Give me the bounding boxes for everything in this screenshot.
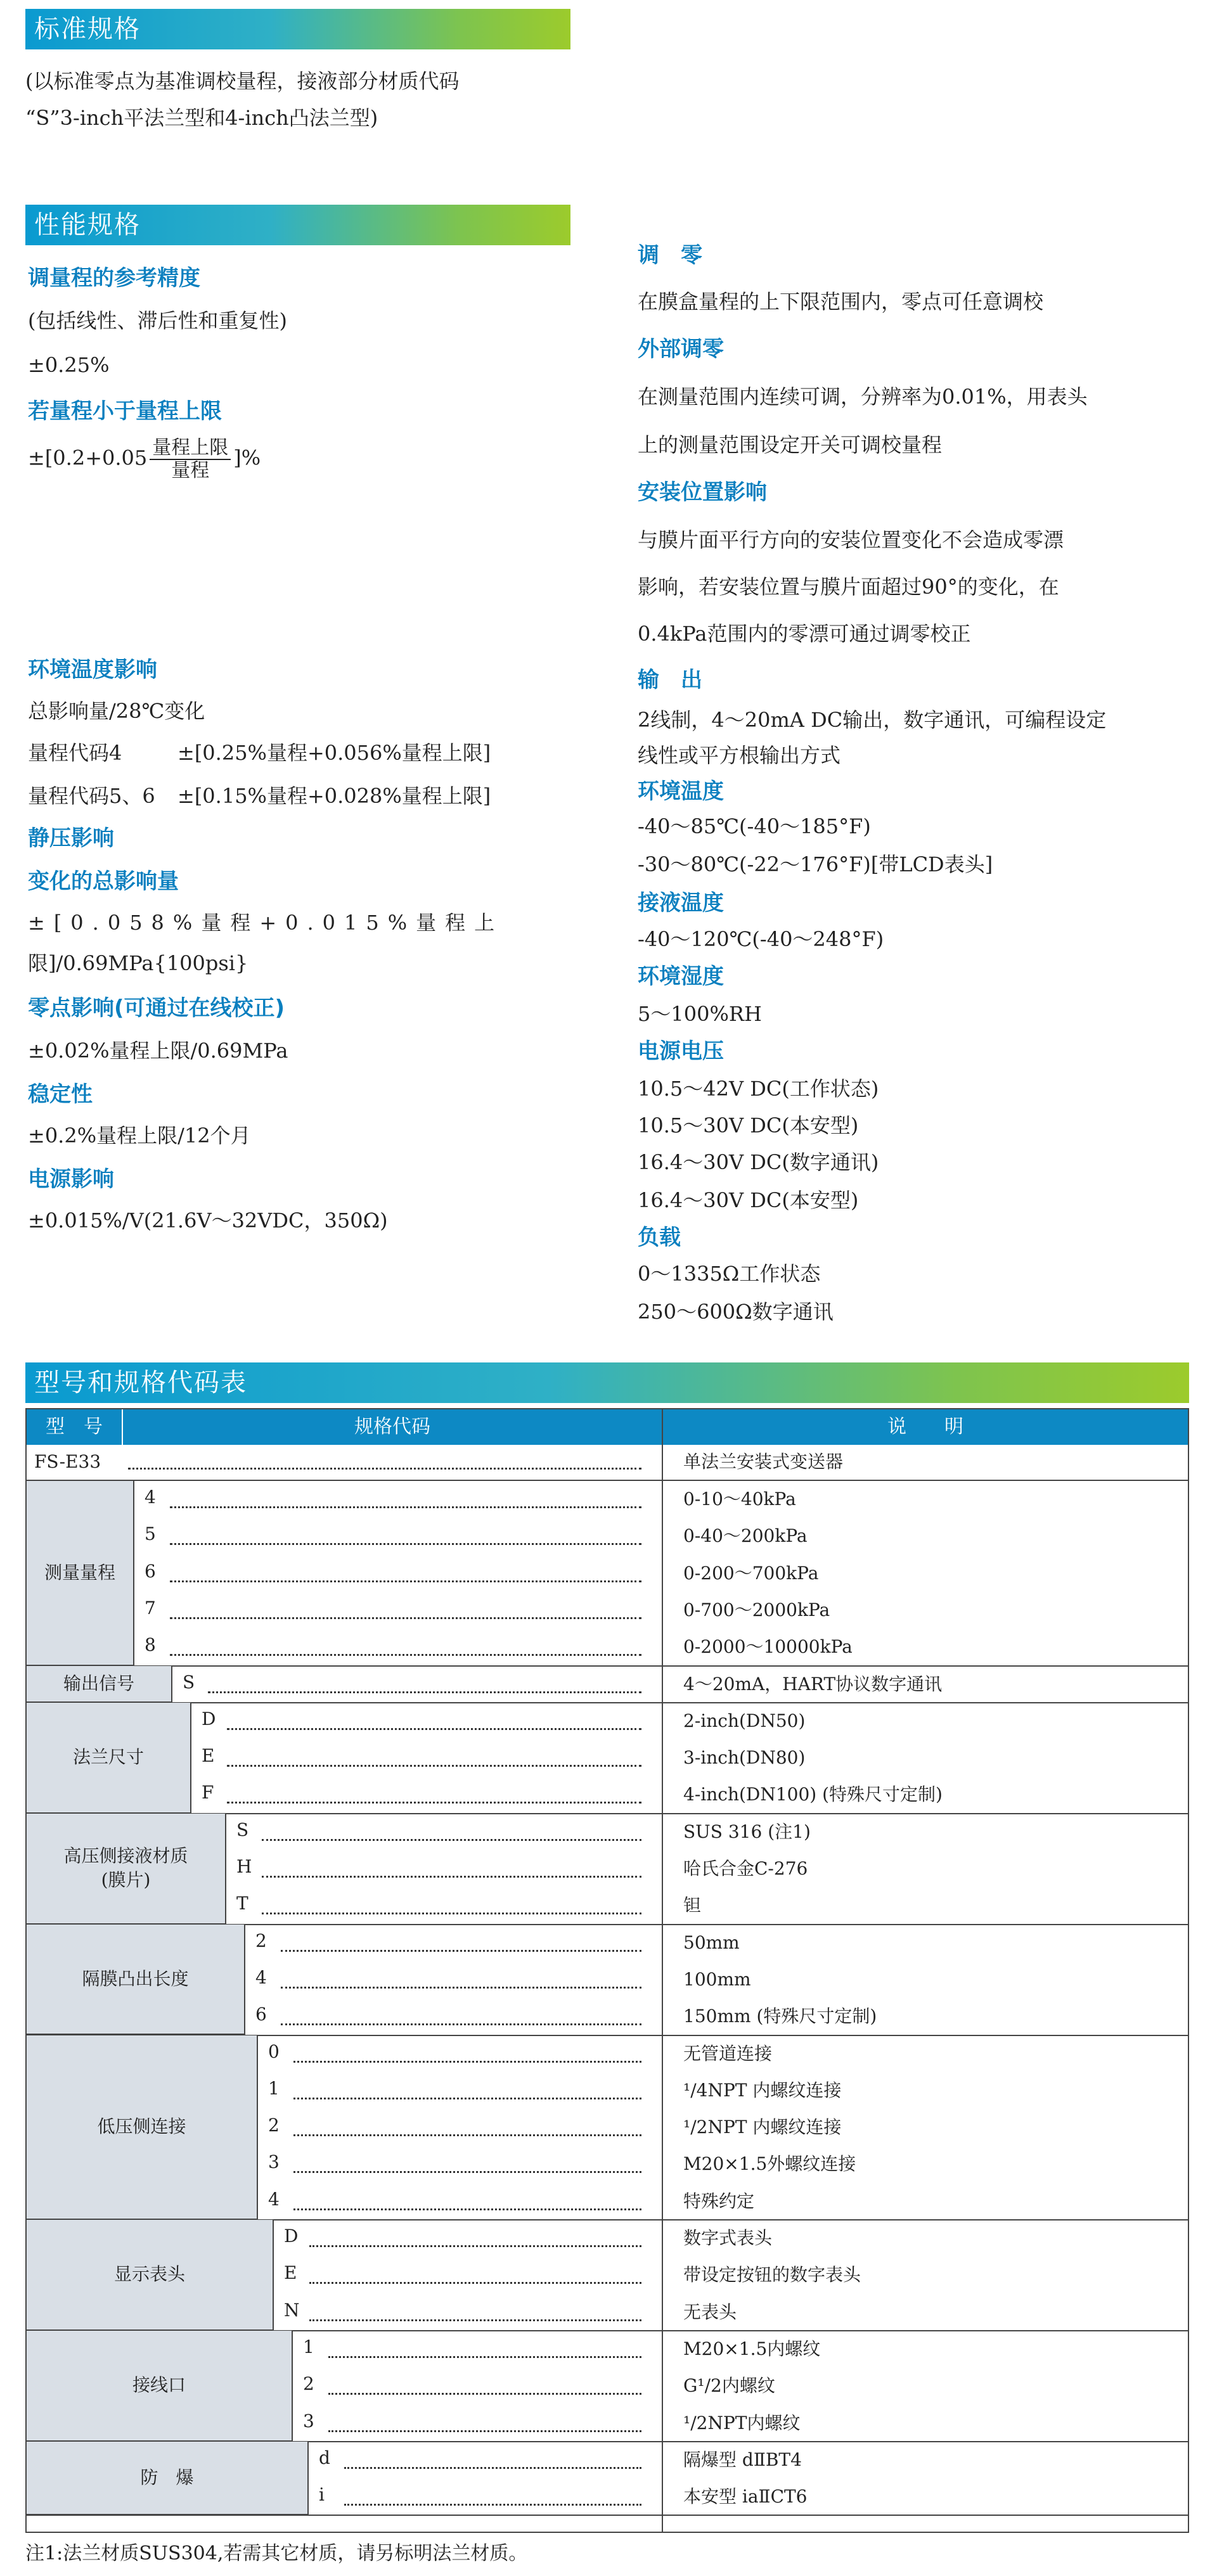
formula-denominator: 量程 <box>171 459 210 482</box>
spec-description: 0-2000～10000kPa <box>683 1636 853 1658</box>
spec-description: SUS 316 (注1) <box>683 1821 811 1842</box>
header-code: 规格代码 <box>123 1409 662 1445</box>
spec-code: 8 <box>145 1634 156 1656</box>
spec-description: 4-inch(DN100) (特殊尺寸定制) <box>683 1784 943 1805</box>
leader-dots <box>227 1802 641 1804</box>
ambient-temperature-line-1: -40～85℃(-40～185°F) <box>638 814 871 838</box>
leader-dots <box>170 1654 641 1656</box>
section-title-performance: 性能规格 <box>25 205 570 245</box>
power-effect-value: ±0.015%/V(21.6V～32VDC，350Ω) <box>28 1208 388 1233</box>
group-label-5: 低压侧连接 <box>27 2035 258 2220</box>
ambient-temp-code4-value: ±[0.25%量程+0.056%量程上限] <box>177 741 491 765</box>
spec-code: 4 <box>268 2188 280 2210</box>
section-title-model-code: 型号和规格代码表 <box>25 1362 1189 1403</box>
spec-description: 0-200～700kPa <box>683 1562 819 1584</box>
leader-dots <box>328 2430 641 2432</box>
load-line-1: 0～1335Ω工作状态 <box>638 1262 821 1286</box>
formula-suffix: ]% <box>233 445 261 470</box>
spec-description: G¹/2内螺纹 <box>683 2375 775 2397</box>
spec-description: 50mm <box>683 1932 740 1953</box>
ref-accuracy-heading: 调量程的参考精度 <box>28 266 200 291</box>
model-separator <box>27 1480 1188 1481</box>
model-dots <box>128 1468 641 1470</box>
spec-code: E <box>284 2262 297 2284</box>
leader-dots <box>293 2171 641 2173</box>
spec-description: 0-40～200kPa <box>683 1525 808 1547</box>
spec-description: 无管道连接 <box>683 2042 773 2064</box>
spec-code: D <box>284 2226 299 2246</box>
spec-description: 3-inch(DN80) <box>683 1747 806 1769</box>
leader-dots <box>262 1913 641 1914</box>
spec-description: 100mm <box>683 1968 751 1990</box>
supply-voltage-line-4: 16.4～30V DC(本安型) <box>638 1188 859 1212</box>
supply-voltage-line-3: 16.4～30V DC(数字通讯) <box>638 1150 879 1174</box>
leader-dots <box>281 2023 641 2025</box>
total-effect-line-1: ±[0.058%量程+0.015%量程上 <box>28 911 504 935</box>
spec-code: 3 <box>268 2151 280 2173</box>
spec-code: 3 <box>303 2410 314 2432</box>
spec-code: D <box>202 1708 216 1729</box>
mount-position-line-3: 0.4kPa范围内的零漂可通过调零校正 <box>638 622 971 646</box>
external-zero-line-1: 在测量范围内连续可调，分辨率为0.01%，用表头 <box>638 385 1088 409</box>
total-effect-heading: 变化的总影响量 <box>28 869 179 894</box>
group-label-0: 测量量程 <box>27 1481 134 1666</box>
spec-description: 无表头 <box>683 2301 737 2323</box>
spec-code: 6 <box>145 1560 156 1582</box>
header-model: 型 号 <box>27 1409 122 1445</box>
spec-description: M20×1.5外螺纹连接 <box>683 2153 856 2175</box>
stability-heading: 稳定性 <box>28 1082 93 1107</box>
spec-description: ¹/2NPT 内螺纹连接 <box>683 2117 842 2138</box>
zero-effect-value: ±0.02%量程上限/0.69MPa <box>28 1039 288 1063</box>
spec-code: 6 <box>255 2004 267 2025</box>
leader-dots <box>293 2098 641 2099</box>
load-line-2: 250～600Ω数字通讯 <box>638 1300 834 1324</box>
external-zero-line-2: 上的测量范围设定开关可调校量程 <box>638 433 943 457</box>
spec-description: 4～20mA，HART协议数字通讯 <box>683 1673 943 1695</box>
spec-code: F <box>202 1782 214 1804</box>
spec-description: ¹/4NPT 内螺纹连接 <box>683 2079 842 2101</box>
spec-description: M20×1.5内螺纹 <box>683 2338 821 2359</box>
model-code: FS-E33 <box>34 1451 101 1472</box>
output-line-2: 线性或平方根输出方式 <box>638 743 841 767</box>
load-heading: 负载 <box>638 1225 681 1250</box>
standard-text-line-2: “S”3-inch平法兰型和4-inch凸法兰型) <box>25 106 378 130</box>
model-code-table <box>25 1408 1189 2533</box>
spec-code: d <box>319 2447 330 2468</box>
leader-dots <box>281 1987 641 1989</box>
ambient-temp-line-1: 总影响量/28℃变化 <box>28 699 205 723</box>
standard-text-line-1: (以标准零点为基准调校量程，接液部分材质代码 <box>25 69 460 93</box>
group-label-4: 隔膜凸出长度 <box>27 1925 245 2035</box>
footnote: 注1:法兰材质SUS304,若需其它材质，请另标明法兰材质。 <box>25 2542 528 2565</box>
external-zero-heading: 外部调零 <box>638 336 724 362</box>
leader-dots <box>293 2134 641 2136</box>
mount-position-line-1: 与膜片面平行方向的安装位置变化不会造成零漂 <box>638 528 1064 552</box>
spec-code: S <box>236 1819 249 1840</box>
supply-voltage-line-1: 10.5～42V DC(工作状态) <box>638 1077 879 1101</box>
spec-description: 数字式表头 <box>683 2227 773 2248</box>
spec-description: 钽 <box>683 1895 702 1916</box>
spec-code: 2 <box>268 2115 280 2136</box>
leader-dots <box>170 1617 641 1619</box>
spec-code: T <box>236 1893 248 1914</box>
spec-description: 0-700～2000kPa <box>683 1599 830 1620</box>
spec-code: E <box>202 1745 215 1767</box>
spec-description: 特殊约定 <box>683 2190 755 2212</box>
spec-description: 本安型 iaⅡCT6 <box>683 2486 808 2508</box>
mount-position-line-2: 影响，若安装位置与膜片面超过90°的变化，在 <box>638 575 1059 599</box>
spec-description: 隔爆型 dⅡBT4 <box>683 2449 802 2470</box>
leader-dots <box>344 2467 641 2469</box>
group-separator <box>27 2515 1188 2516</box>
power-effect-heading: 电源影响 <box>28 1167 114 1192</box>
group-label-8: 防 爆 <box>27 2442 309 2516</box>
leader-dots <box>170 1580 641 1582</box>
ambient-temp-code56-value: ±[0.15%量程+0.028%量程上限] <box>177 784 491 808</box>
spec-code: 4 <box>145 1487 156 1508</box>
group-label-3: 高压侧接液材质 (膜片) <box>27 1814 226 1925</box>
ambient-temp-code4: 量程代码4 <box>28 741 122 765</box>
total-effect-line-2: 限]/0.69MPa{100psi} <box>28 951 248 975</box>
zero-adjust-heading: 调 零 <box>638 243 702 268</box>
group-label-2: 法兰尺寸 <box>27 1703 191 1814</box>
spec-code: i <box>319 2484 325 2506</box>
spec-code: N <box>284 2299 300 2321</box>
spec-code: 2 <box>303 2373 314 2395</box>
spec-description: 哈氏合金C-276 <box>683 1858 808 1879</box>
spec-code: 1 <box>268 2077 280 2099</box>
mount-position-heading: 安装位置影响 <box>638 480 767 505</box>
leader-dots <box>227 1728 641 1730</box>
model-row <box>27 1445 1188 1480</box>
spec-description: ¹/2NPT内螺纹 <box>683 2412 801 2433</box>
spec-code: H <box>236 1856 252 1877</box>
small-range-heading: 若量程小于量程上限 <box>28 399 222 424</box>
output-heading: 输 出 <box>638 667 702 693</box>
leader-dots <box>170 1506 641 1508</box>
leader-dots <box>328 2393 641 2395</box>
leader-dots <box>309 2245 641 2247</box>
leader-dots <box>208 1691 641 1693</box>
spec-code: 0 <box>268 2041 280 2062</box>
humidity-heading: 环境湿度 <box>638 964 724 989</box>
ref-accuracy-value: ±0.25% <box>28 353 110 377</box>
spec-code: 1 <box>303 2336 314 2357</box>
group-label-6: 显示表头 <box>27 2220 274 2331</box>
ambient-temperature-heading: 环境温度 <box>638 779 724 804</box>
supply-voltage-line-2: 10.5～30V DC(本安型) <box>638 1113 859 1137</box>
leader-dots <box>293 2061 641 2063</box>
group-separator <box>27 1702 1188 1703</box>
leader-dots <box>227 1765 641 1767</box>
section-title-standard: 标准规格 <box>25 9 570 49</box>
leader-dots <box>309 2319 641 2321</box>
leader-dots <box>293 2208 641 2210</box>
formula-numerator: 量程上限 <box>150 437 231 460</box>
humidity-line-1: 5～100%RH <box>638 1002 762 1026</box>
group-label-1: 输出信号 <box>27 1666 172 1703</box>
supply-voltage-heading: 电源电压 <box>638 1039 724 1064</box>
liquid-temperature-heading: 接液温度 <box>638 890 724 916</box>
ref-accuracy-note: (包括线性、滞后性和重复性) <box>28 309 287 333</box>
spec-description: 2-inch(DN50) <box>683 1710 806 1731</box>
liquid-temperature-line-1: -40～120℃(-40～248°F) <box>638 927 884 951</box>
leader-dots <box>344 2504 641 2506</box>
leader-dots <box>170 1543 641 1545</box>
spec-code: 2 <box>255 1930 267 1951</box>
leader-dots <box>262 1839 641 1841</box>
ambient-temp-code56: 量程代码5、6 <box>28 784 155 808</box>
leader-dots <box>309 2282 641 2284</box>
formula-fraction <box>150 437 231 482</box>
spec-code: 5 <box>145 1523 156 1545</box>
spec-description: 0-10～40kPa <box>683 1489 796 1509</box>
zero-effect-heading: 零点影响(可通过在线校正) <box>28 996 285 1021</box>
zero-adjust-text: 在膜盒量程的上下限范围内，零点可任意调校 <box>638 290 1044 314</box>
spec-description: 150mm (特殊尺寸定制) <box>683 2006 877 2027</box>
ambient-temperature-line-2: -30～80℃(-22～176°F)[带LCD表头] <box>638 852 993 876</box>
spec-code: S <box>183 1671 195 1693</box>
leader-dots <box>281 1950 641 1952</box>
spec-code: 4 <box>255 1966 267 1988</box>
small-range-formula <box>28 437 261 482</box>
leader-dots <box>262 1876 641 1878</box>
output-line-1: 2线制，4～20mA DC输出，数字通讯，可编程设定 <box>638 708 1107 732</box>
static-pressure-heading: 静压影响 <box>28 826 114 851</box>
group-separator <box>27 1665 1188 1667</box>
header-description: 说 明 <box>663 1409 1188 1445</box>
group-label-7: 接线口 <box>27 2331 293 2442</box>
stability-value: ±0.2%量程上限/12个月 <box>28 1124 251 1148</box>
formula-prefix: ±[0.2+0.05 <box>28 445 148 470</box>
description-divider <box>662 1409 663 2532</box>
model-description: 单法兰安装式变送器 <box>683 1451 844 1472</box>
leader-dots <box>328 2356 641 2358</box>
spec-description: 带设定按钮的数字表头 <box>683 2264 861 2286</box>
ambient-temp-heading: 环境温度影响 <box>28 657 157 682</box>
spec-code: 7 <box>145 1597 156 1618</box>
